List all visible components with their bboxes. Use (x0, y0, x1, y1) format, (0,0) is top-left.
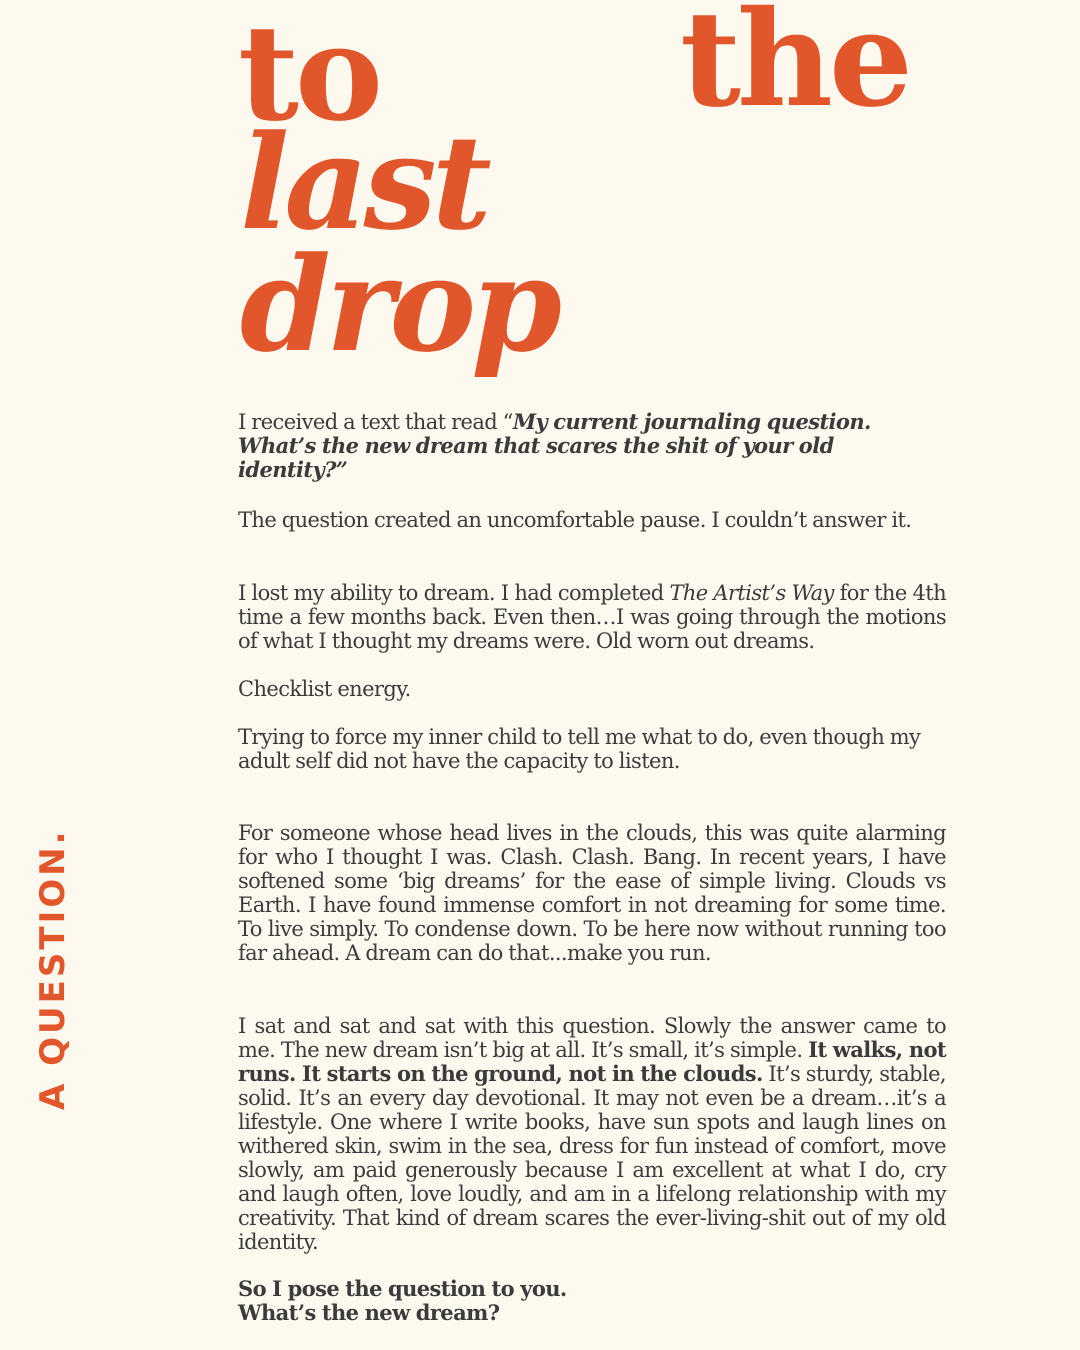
paragraph-intro (238, 410, 946, 482)
paragraph-checklist: Checklist energy. (238, 677, 411, 701)
closing-line-1: So I pose the question to you. (238, 1276, 567, 1301)
paragraph-lost-dream (238, 581, 946, 653)
side-label-a-question: A QUESTION. (33, 828, 73, 1110)
p3-before: I lost my ability to dream. I had completed (238, 581, 670, 605)
paragraph-pause: The question created an uncomfortable pause. I couldn’t answer it. (238, 508, 912, 532)
p3-after: for the 4th time a few months back. Even then…I was going through the motions of what I thought my dreams were. Old worn out dreams. (238, 581, 946, 653)
closing-line-2: What’s the new dream? (238, 1300, 500, 1325)
p7-bold: It walks, not runs. It starts on the ground, not in the clouds. (238, 1037, 947, 1086)
p7-after: It’s sturdy, stable, solid. It’s an every day devotional. It may not even be a dream…it’s a lifestyle. One where I write books, have sun spots and laugh lines on withered skin, swim in the sea, dress for fun instead of comfort, move slowly, am paid generously because I am excellent at what I do, cry and laugh often, love loudly, and am in a lifelong relationship with my creativity. That kind of dream scares the ever-living-shit out of my old identity. (238, 1062, 947, 1254)
book-title: The Artist’s Way (669, 581, 834, 605)
title-word-the: the (680, 0, 909, 137)
title-word-drop: drop (240, 228, 557, 381)
title-word-last: last (240, 106, 487, 259)
paragraph-inner-child: Trying to force my inner child to tell me what to do, even though my adult self did not have the capacity to listen. (238, 725, 921, 773)
journaling-quote: My current journaling question. What’s the new dream that scares the shit of your old identity?” (238, 409, 871, 482)
p7-before: I sat and sat and sat with this question. Slowly the answer came to me. The new dream isn’t big at all. It’s small, it’s simple. (238, 1014, 946, 1062)
paragraph-clouds: For someone whose head lives in the clouds, this was quite alarming for who I thought I was. Clash. Clash. Bang. In recent years, I have softened some ‘big dreams’ for the ease of simple living. Clouds vs Earth. I have found immense comfort in not dreaming for some time. To live simply. To condense down. To be here now without running too far ahead. A dream can do that...make you run. (238, 821, 946, 965)
title-word-to: to (238, 0, 380, 151)
closing-question (238, 1277, 946, 1325)
paragraph-answer (238, 1014, 946, 1254)
intro-text: I received a text that read “ (238, 410, 513, 434)
